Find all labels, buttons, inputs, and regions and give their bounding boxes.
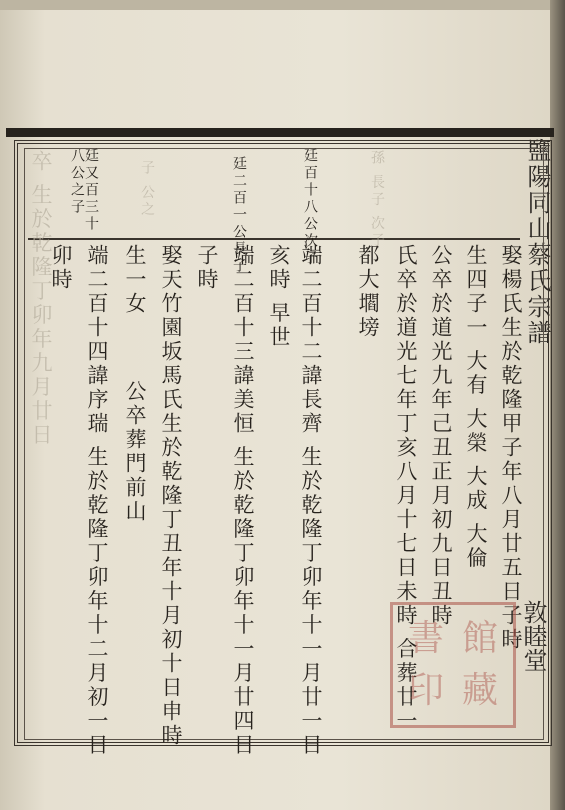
entry-col: 公卒葬門前山 xyxy=(123,380,147,524)
entry-col: 端二百十三諱美恒 生於乾隆丁卯年十一月廿四日 xyxy=(231,244,255,758)
bleed-through-text: 孫 長子 次子 xyxy=(369,150,385,250)
entry-col: 生四子一 大有 大榮 大成 大倫 xyxy=(464,244,488,571)
entry-col: 卯時 xyxy=(49,244,73,292)
generation-col: 廷二百一公長子 xyxy=(231,156,247,275)
entry-col: 生一女 xyxy=(123,244,147,316)
entry-col: 娶天竹園坂馬氏生於乾隆丁丑年十月初十日申時 xyxy=(159,244,183,748)
entry-col: 氏卒於道光七年丁亥八月十七日未時 合葬廿一 xyxy=(394,244,418,734)
header-rule xyxy=(6,128,554,137)
entry-col: 娶楊氏生於乾隆甲子年八月廿五日子時 xyxy=(499,244,523,652)
generation-divider xyxy=(28,238,520,240)
seal-char: 書 xyxy=(407,618,444,659)
page-top-edge xyxy=(0,0,565,10)
entry-col: 子時 xyxy=(195,244,219,292)
book-title: 鹽陽同山蔡氏宗譜 xyxy=(523,138,551,346)
book-spine xyxy=(550,0,565,810)
entry-col: 公卒於道光九年己丑正月初九日丑時 xyxy=(429,244,453,628)
seal-char: 館 xyxy=(461,618,498,659)
bleed-through-text: 子 公之 xyxy=(139,160,155,219)
entry-col: 都大壛塝 xyxy=(356,244,380,340)
generation-col: 廷又百三十八公之子 xyxy=(69,148,99,233)
seal-char: 印 xyxy=(407,670,444,711)
library-seal-stamp xyxy=(390,602,516,728)
generation-col: 廷百十八公次子 xyxy=(302,148,318,267)
entry-col: 亥時 早世 xyxy=(267,244,291,350)
seal-char: 藏 xyxy=(461,670,498,711)
entry-col: 端二百十四諱序瑞 生於乾隆丁卯年十二月初一日 xyxy=(85,244,109,758)
entry-col: 端二百十二諱長齊 生於乾隆丁卯年十一月廿一日 xyxy=(299,244,323,758)
hall-name: 敦睦堂 xyxy=(519,600,547,672)
bleed-through-text: 卒 生於乾隆丁卯年九月廿日 xyxy=(29,150,53,448)
